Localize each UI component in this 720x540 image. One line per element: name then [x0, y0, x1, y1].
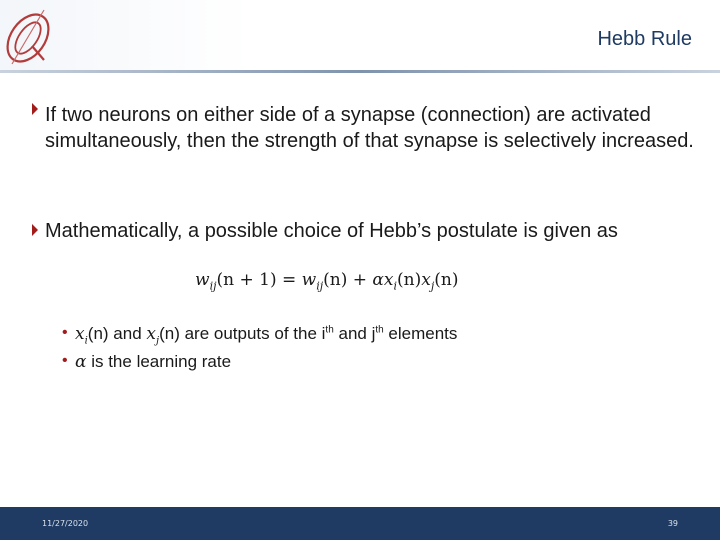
and-text: and	[108, 324, 147, 343]
and-j-text: and j	[333, 324, 376, 343]
formula-lhs-w: w	[195, 270, 210, 290]
hebb-formula	[195, 270, 458, 292]
formula-rhs-arg: (n) +	[323, 270, 373, 290]
sub-bullet-dot: •	[62, 324, 68, 341]
swirl-q-logo-icon	[4, 2, 52, 70]
outputs-text: are outputs of the i	[179, 324, 326, 343]
footer-date: 11/27/2020	[42, 519, 89, 528]
slide-title: Hebb Rule	[597, 28, 692, 50]
page-number: 39	[667, 519, 678, 528]
xi-sub: i	[84, 335, 88, 347]
formula-x2-sub: j	[430, 279, 435, 293]
triangle-right-icon	[32, 103, 38, 115]
xj-symbol: x	[146, 324, 156, 344]
elements-text: elements	[383, 324, 458, 343]
formula-lhs-arg: (n + 1)	[216, 270, 277, 290]
xj-sub: j	[155, 335, 160, 347]
th-sup: th	[375, 324, 384, 336]
sub-bullet-outputs	[75, 324, 457, 346]
sub-bullet-dot: •	[62, 352, 68, 369]
th-sup: th	[325, 324, 334, 336]
formula-lhs-sub: ij	[209, 279, 217, 293]
xi-arg: (n)	[87, 324, 109, 343]
header-divider	[0, 70, 720, 73]
xi-symbol: x	[75, 324, 85, 344]
alpha-symbol: α	[75, 352, 87, 372]
formula-x1-sub: i	[393, 279, 398, 293]
formula-x1-arg: (n)	[397, 270, 422, 290]
formula-alpha: α	[372, 270, 384, 290]
learning-rate-text: is the learning rate	[86, 352, 232, 371]
sub-bullet-learning-rate	[75, 352, 231, 372]
formula-rhs-sub: ij	[316, 279, 324, 293]
xj-arg: (n)	[159, 324, 180, 343]
formula-x2-arg: (n)	[434, 270, 459, 290]
formula-rhs-w: w	[301, 270, 317, 290]
bullet-text: Mathematically, a possible choice of Hebb’s postulate is given as	[45, 220, 618, 242]
triangle-right-icon	[32, 224, 38, 236]
formula-x1: x	[383, 270, 394, 290]
formula-equals: =	[276, 270, 302, 290]
footer-bar	[0, 507, 720, 540]
formula-x2: x	[421, 270, 431, 290]
bullet-text: If two neurons on either side of a synapse (connection) are activated simultaneously, then the strength of that synapse is selectively increased.	[45, 104, 694, 152]
